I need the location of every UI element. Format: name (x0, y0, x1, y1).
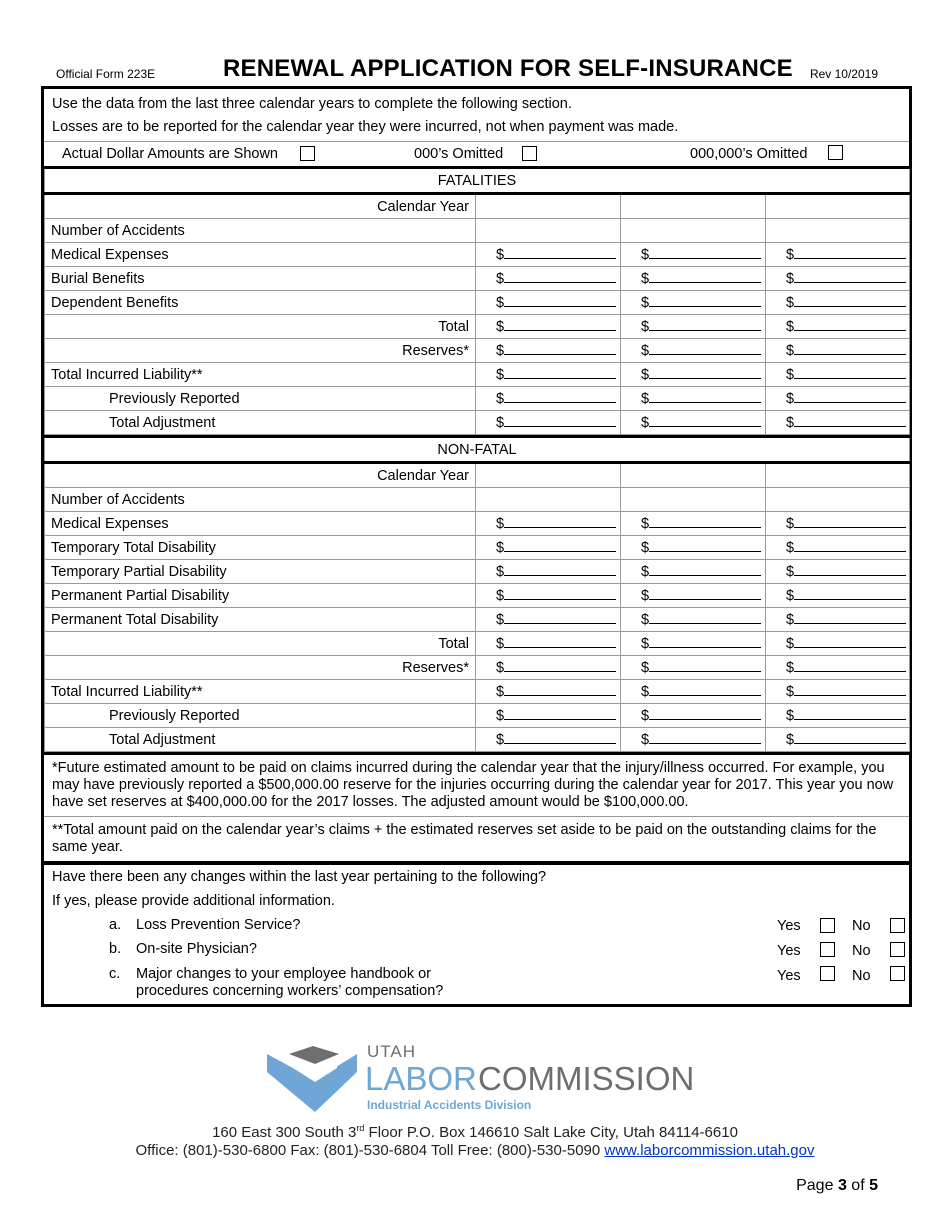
page-total: 5 (869, 1177, 878, 1194)
form-header (40, 55, 910, 87)
table-row (45, 632, 910, 656)
amount-blank-line (794, 318, 906, 331)
dollar-sign: $ (786, 660, 795, 676)
address-superscript: rd (356, 1123, 365, 1133)
amount-input[interactable] (621, 680, 766, 704)
amount-input[interactable] (476, 411, 621, 435)
amount-input[interactable] (476, 339, 621, 363)
accidents-count-input[interactable] (476, 219, 621, 243)
total-adjustment-label: Total Adjustment (45, 728, 476, 752)
dollar-sign: $ (641, 660, 650, 676)
amount-blank-line (649, 539, 761, 552)
amount-input[interactable] (766, 728, 910, 752)
amount-blank-line (504, 731, 616, 744)
dollar-sign: $ (496, 319, 505, 335)
page-number (796, 1177, 878, 1195)
amount-input[interactable] (476, 512, 621, 536)
amount-blank-line (504, 390, 616, 403)
accidents-count-input[interactable] (621, 488, 766, 512)
page-label: Page (796, 1177, 834, 1194)
dollar-sign: $ (786, 343, 795, 359)
dollar-sign: $ (641, 564, 650, 580)
amount-blank-line (794, 707, 906, 720)
amount-input[interactable] (476, 267, 621, 291)
table-row (45, 560, 910, 584)
accidents-count-input[interactable] (621, 219, 766, 243)
form-title: RENEWAL APPLICATION FOR SELF-INSURANCE (223, 55, 793, 82)
amount-blank-line (504, 683, 616, 696)
amount-blank-line (649, 390, 761, 403)
dollar-sign: $ (786, 295, 795, 311)
total-label: Total (45, 315, 476, 339)
permanent-total-disability-label: Permanent Total Disability (45, 608, 476, 632)
footer-address (0, 1123, 950, 1141)
table-row (45, 536, 910, 560)
liability-footnote: **Total amount paid on the calendar year’s claims + the estimated reserves set aside to be paid on the outstanding claims for the same year. (52, 822, 877, 855)
amount-blank-line (794, 659, 906, 672)
dollar-sign: $ (786, 636, 795, 652)
temporary-total-disability-label: Temporary Total Disability (45, 536, 476, 560)
item-a-text: Loss Prevention Service? (136, 917, 301, 933)
dollar-sign: $ (786, 516, 795, 532)
table-row (45, 728, 910, 752)
calendar-year-input[interactable] (766, 194, 910, 219)
dollar-sign: $ (496, 247, 505, 263)
millions-omitted-label: 000,000’s Omitted (690, 146, 808, 162)
item-a-yes-label: Yes (777, 918, 801, 934)
actual-amounts-checkbox[interactable] (300, 146, 315, 161)
amount-blank-line (649, 246, 761, 259)
amount-input[interactable] (766, 680, 910, 704)
amount-input[interactable] (476, 584, 621, 608)
footnotes (44, 752, 909, 861)
amount-blank-line (794, 539, 906, 552)
item-c-no-checkbox[interactable] (890, 966, 905, 981)
address-part-1: 160 East 300 South 3 (212, 1124, 357, 1141)
amount-input[interactable] (621, 267, 766, 291)
dollar-sign: $ (496, 295, 505, 311)
calendar-year-input[interactable] (766, 463, 910, 488)
dollar-sign: $ (496, 684, 505, 700)
dollar-sign: $ (641, 708, 650, 724)
dollar-sign: $ (641, 516, 650, 532)
table-row (45, 584, 910, 608)
amount-blank-line (794, 563, 906, 576)
changes-section (44, 861, 909, 1004)
intro-text (44, 89, 909, 142)
changes-instruction: If yes, please provide additional information. (52, 893, 335, 909)
amount-input[interactable] (621, 656, 766, 680)
fatalities-heading: FATALITIES (45, 168, 910, 194)
dollar-sign: $ (786, 540, 795, 556)
amount-input[interactable] (476, 656, 621, 680)
amount-input[interactable] (766, 584, 910, 608)
total-adjustment-label: Total Adjustment (45, 411, 476, 435)
amount-blank-line (649, 731, 761, 744)
dollar-sign: $ (786, 684, 795, 700)
item-b-no-checkbox[interactable] (890, 942, 905, 957)
amount-input[interactable] (621, 387, 766, 411)
amount-input[interactable] (621, 363, 766, 387)
item-c-letter: c. (109, 966, 121, 982)
amount-blank-line (649, 342, 761, 355)
amount-blank-line (794, 515, 906, 528)
dollar-sign: $ (641, 319, 650, 335)
dollar-sign: $ (496, 367, 505, 383)
amount-input[interactable] (476, 387, 621, 411)
item-c-text: Major changes to your employee handbook or (136, 966, 432, 982)
amount-input[interactable] (766, 608, 910, 632)
amount-input[interactable] (621, 728, 766, 752)
number-of-accidents-label: Number of Accidents (45, 488, 476, 512)
amount-blank-line (504, 342, 616, 355)
amount-blank-line (504, 707, 616, 720)
page-current: 3 (837, 1177, 847, 1194)
non-fatal-table (44, 435, 910, 752)
form-revision: Rev 10/2019 (809, 67, 878, 81)
amount-input[interactable] (621, 512, 766, 536)
dollar-sign: $ (786, 588, 795, 604)
amount-input[interactable] (476, 608, 621, 632)
amount-blank-line (649, 659, 761, 672)
table-row (45, 243, 910, 267)
amount-blank-line (649, 318, 761, 331)
medical-expenses-label: Medical Expenses (45, 243, 476, 267)
logo-word-commission: COMMISSION (478, 1060, 695, 1097)
amount-input[interactable] (766, 267, 910, 291)
amount-blank-line (649, 635, 761, 648)
amount-input[interactable] (621, 560, 766, 584)
dollar-sign: $ (786, 367, 795, 383)
amount-input[interactable] (621, 632, 766, 656)
accidents-count-input[interactable] (766, 219, 910, 243)
amount-blank-line (504, 659, 616, 672)
dollar-sign: $ (786, 732, 795, 748)
table-row (45, 387, 910, 411)
item-a-no-label: No (852, 918, 871, 934)
amount-blank-line (794, 294, 906, 307)
amount-blank-line (504, 539, 616, 552)
amount-input[interactable] (766, 291, 910, 315)
amount-blank-line (649, 587, 761, 600)
amount-input[interactable] (766, 339, 910, 363)
millions-omitted-checkbox[interactable] (828, 145, 843, 160)
calendar-year-input[interactable] (621, 463, 766, 488)
temporary-partial-disability-label: Temporary Partial Disability (45, 560, 476, 584)
amount-input[interactable] (476, 704, 621, 728)
dollar-sign: $ (641, 247, 650, 263)
amount-blank-line (504, 366, 616, 379)
website-link[interactable]: www.laborcommission.utah.gov (604, 1142, 815, 1159)
amount-input[interactable] (476, 243, 621, 267)
dollar-sign: $ (786, 564, 795, 580)
item-b-yes-checkbox[interactable] (820, 942, 835, 957)
address-part-2: Floor P.O. Box 146610 Salt Lake City, Utah 84114-6610 (364, 1124, 738, 1141)
amount-input[interactable] (621, 411, 766, 435)
item-b-no-label: No (852, 943, 871, 959)
accidents-count-input[interactable] (476, 488, 621, 512)
thousands-omitted-checkbox[interactable] (522, 146, 537, 161)
table-row (45, 339, 910, 363)
dollar-sign: $ (786, 247, 795, 263)
reserves-footnote: *Future estimated amount to be paid on claims incurred during the calendar year that the injury/illness occurred. For example, you may have previously reported a $500,000.00 reserve for the injuries occurring during the calendar year for 2017. This year you now have set reserves at $400,000.00 for the 2017 losses. The adjusted amount would be $100,000.00. (44, 755, 909, 817)
amount-blank-line (504, 563, 616, 576)
dollar-sign: $ (786, 708, 795, 724)
previously-reported-label: Previously Reported (45, 387, 476, 411)
calendar-year-input[interactable] (621, 194, 766, 219)
dollar-sign: $ (496, 732, 505, 748)
changes-question: Have there been any changes within the last year pertaining to the following? (52, 869, 547, 885)
intro-line-2: Losses are to be reported for the calendar year they were incurred, not when payment was made. (52, 119, 679, 135)
dollar-sign: $ (496, 612, 505, 628)
amount-input[interactable] (621, 339, 766, 363)
page-of: of (851, 1177, 865, 1194)
amount-blank-line (504, 246, 616, 259)
amount-blank-line (794, 390, 906, 403)
item-c-yes-checkbox[interactable] (820, 966, 835, 981)
amount-blank-line (504, 294, 616, 307)
table-row (45, 363, 910, 387)
dollar-sign: $ (641, 271, 650, 287)
table-row (45, 219, 910, 243)
amount-blank-line (794, 414, 906, 427)
dollar-sign: $ (641, 732, 650, 748)
table-row (45, 488, 910, 512)
actual-amounts-label: Actual Dollar Amounts are Shown (62, 146, 278, 162)
burial-benefits-label: Burial Benefits (45, 267, 476, 291)
reserves-label: Reserves* (45, 656, 476, 680)
total-label: Total (45, 632, 476, 656)
dollar-sign: $ (641, 343, 650, 359)
dollar-sign: $ (496, 708, 505, 724)
amount-blank-line (504, 414, 616, 427)
amount-blank-line (649, 563, 761, 576)
amount-input[interactable] (621, 536, 766, 560)
amount-input[interactable] (766, 363, 910, 387)
item-a-letter: a. (109, 917, 122, 933)
calendar-year-input[interactable] (476, 194, 621, 219)
amount-input[interactable] (476, 728, 621, 752)
amount-input[interactable] (476, 315, 621, 339)
number-of-accidents-label: Number of Accidents (45, 219, 476, 243)
amount-blank-line (504, 515, 616, 528)
amount-blank-line (649, 515, 761, 528)
item-b-letter: b. (109, 941, 122, 957)
logo-word-labor: LABOR (365, 1060, 477, 1097)
table-row (45, 267, 910, 291)
amount-blank-line (649, 611, 761, 624)
item-b-yes-label: Yes (777, 943, 801, 959)
amount-input[interactable] (621, 608, 766, 632)
dollar-sign: $ (496, 391, 505, 407)
amount-input[interactable] (476, 363, 621, 387)
total-incurred-liability-label: Total Incurred Liability** (45, 363, 476, 387)
amount-input[interactable] (621, 291, 766, 315)
dollar-sign: $ (786, 319, 795, 335)
amount-blank-line (504, 635, 616, 648)
amount-input[interactable] (766, 387, 910, 411)
logo-state: UTAH (367, 1042, 417, 1061)
calendar-year-row (45, 194, 910, 219)
amount-input[interactable] (766, 512, 910, 536)
form-frame (41, 86, 912, 1007)
table-row (45, 411, 910, 435)
amount-input[interactable] (476, 680, 621, 704)
amount-input[interactable] (766, 560, 910, 584)
item-a-yes-checkbox[interactable] (820, 918, 835, 933)
table-row (45, 680, 910, 704)
amount-input[interactable] (621, 243, 766, 267)
amount-input[interactable] (766, 632, 910, 656)
amount-input[interactable] (476, 560, 621, 584)
calendar-year-input[interactable] (476, 463, 621, 488)
item-c-yes-label: Yes (777, 968, 801, 984)
omission-options (44, 142, 909, 166)
table-row (45, 315, 910, 339)
amount-blank-line (794, 246, 906, 259)
amount-blank-line (649, 294, 761, 307)
amount-input[interactable] (476, 536, 621, 560)
dollar-sign: $ (496, 271, 505, 287)
amount-blank-line (794, 611, 906, 624)
fatalities-table (44, 166, 910, 435)
dollar-sign: $ (641, 540, 650, 556)
dollar-sign: $ (641, 391, 650, 407)
table-row (45, 291, 910, 315)
dollar-sign: $ (786, 391, 795, 407)
item-a-no-checkbox[interactable] (890, 918, 905, 933)
amount-blank-line (504, 318, 616, 331)
amount-blank-line (794, 683, 906, 696)
total-incurred-liability-label: Total Incurred Liability** (45, 680, 476, 704)
amount-input[interactable] (766, 536, 910, 560)
logo-division: Industrial Accidents Division (367, 1098, 532, 1112)
previously-reported-label: Previously Reported (45, 704, 476, 728)
form-number: Official Form 223E (56, 67, 156, 81)
permanent-partial-disability-label: Permanent Partial Disability (45, 584, 476, 608)
non-fatal-heading: NON-FATAL (45, 437, 910, 463)
amount-blank-line (504, 587, 616, 600)
amount-blank-line (794, 635, 906, 648)
table-row (45, 608, 910, 632)
amount-blank-line (649, 683, 761, 696)
amount-input[interactable] (476, 632, 621, 656)
reserves-label: Reserves* (45, 339, 476, 363)
amount-input[interactable] (766, 656, 910, 680)
dollar-sign: $ (496, 516, 505, 532)
dollar-sign: $ (496, 588, 505, 604)
dollar-sign: $ (496, 540, 505, 556)
dependent-benefits-label: Dependent Benefits (45, 291, 476, 315)
dollar-sign: $ (641, 295, 650, 311)
labor-commission-logo (265, 1042, 695, 1114)
dollar-sign: $ (641, 636, 650, 652)
amount-blank-line (504, 270, 616, 283)
calendar-year-label: Calendar Year (45, 194, 476, 219)
phone-numbers: Office: (801)-530-6800 Fax: (801)-530-6804 Toll Free: (800)-530-5090 (135, 1142, 605, 1159)
table-row (45, 704, 910, 728)
amount-blank-line (794, 731, 906, 744)
amount-blank-line (649, 366, 761, 379)
dollar-sign: $ (641, 588, 650, 604)
dollar-sign: $ (641, 415, 650, 431)
item-c-text-line-2: procedures concerning workers’ compensation? (136, 983, 444, 999)
amount-blank-line (794, 366, 906, 379)
amount-blank-line (649, 270, 761, 283)
footer-contacts (0, 1142, 950, 1159)
dollar-sign: $ (786, 415, 795, 431)
amount-input[interactable] (766, 411, 910, 435)
amount-blank-line (794, 342, 906, 355)
amount-blank-line (649, 707, 761, 720)
accidents-count-input[interactable] (766, 488, 910, 512)
amount-blank-line (649, 414, 761, 427)
item-b-text: On-site Physician? (136, 941, 257, 957)
table-row (45, 512, 910, 536)
dollar-sign: $ (496, 564, 505, 580)
dollar-sign: $ (786, 612, 795, 628)
dollar-sign: $ (641, 367, 650, 383)
calendar-year-row (45, 463, 910, 488)
calendar-year-label: Calendar Year (45, 463, 476, 488)
dollar-sign: $ (496, 636, 505, 652)
intro-line-1: Use the data from the last three calendar years to complete the following section. (52, 96, 572, 112)
dollar-sign: $ (496, 343, 505, 359)
dollar-sign: $ (641, 612, 650, 628)
dollar-sign: $ (786, 271, 795, 287)
dollar-sign: $ (496, 415, 505, 431)
thousands-omitted-label: 000’s Omitted (414, 146, 504, 162)
amount-input[interactable] (766, 704, 910, 728)
medical-expenses-label: Medical Expenses (45, 512, 476, 536)
item-c-no-label: No (852, 968, 871, 984)
amount-blank-line (504, 611, 616, 624)
dollar-sign: $ (496, 660, 505, 676)
amount-input[interactable] (621, 584, 766, 608)
amount-blank-line (794, 587, 906, 600)
table-row (45, 656, 910, 680)
amount-input[interactable] (766, 243, 910, 267)
amount-input[interactable] (766, 315, 910, 339)
amount-blank-line (794, 270, 906, 283)
dollar-sign: $ (641, 684, 650, 700)
amount-input[interactable] (476, 291, 621, 315)
amount-input[interactable] (621, 704, 766, 728)
amount-input[interactable] (621, 315, 766, 339)
